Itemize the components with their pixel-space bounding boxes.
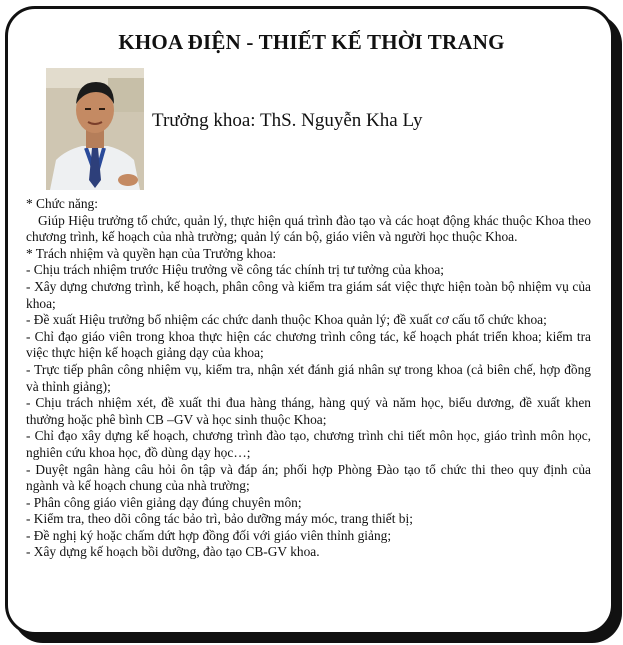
- duty-item: - Xây dựng chương trình, kế hoạch, phân công và kiểm tra giám sát việc thực hiện toàn bộ nhiệm vụ của khoa;: [26, 278, 591, 311]
- duty-item: - Đề nghị ký hoặc chấm dứt hợp đồng đối với giáo viên thỉnh giảng;: [26, 527, 392, 543]
- duties-heading: * Trách nhiệm và quyền hạn của Trưởng khoa:: [26, 245, 277, 261]
- duty-item: - Chỉ đạo giáo viên trong khoa thực hiện các chương trình công tác, kế hoạch phát triển khoa; kiểm tra việc thực hiện kế hoạch giảng dạy của khoa;: [26, 328, 591, 361]
- dean-title: Trưởng khoa: ThS. Nguyễn Kha Ly: [152, 110, 423, 131]
- duty-item: - Kiểm tra, theo dõi công tác bảo trì, bảo dưỡng máy móc, trang thiết bị;: [26, 511, 413, 527]
- function-heading: * Chức năng:: [26, 196, 98, 211]
- function-text: Giúp Hiệu trưởng tổ chức, quản lý, thực hiện quá trình đào tạo và các hoạt động khác thuộc Khoa theo chương trình, kế hoạch của nhà trường; quản lý cán bộ, giáo viên và người học thuộc Khoa.: [26, 212, 591, 245]
- duty-item: - Trực tiếp phân công nhiệm vụ, kiểm tra, nhận xét đánh giá nhân sự trong khoa (cả biên chế, hợp đồng và thỉnh giảng);: [26, 361, 591, 394]
- duty-item: - Chịu trách nhiệm trước Hiệu trưởng về công tác chính trị tư tưởng của khoa;: [26, 262, 445, 278]
- portrait-image: [46, 68, 144, 190]
- duty-item: - Chỉ đạo xây dựng kế hoạch, chương trình đào tạo, chương trình chi tiết môn học, giáo trình môn học, nghiên cứu khoa học, đồ dùng dạy học…;: [26, 428, 591, 460]
- duty-item: - Đề xuất Hiệu trưởng bổ nhiệm các chức danh thuộc Khoa quản lý; đề xuất cơ cấu tổ chức khoa;: [26, 312, 547, 328]
- duty-item: - Xây dựng kế hoạch bồi dưỡng, đào tạo CB-GV khoa.: [26, 544, 320, 560]
- page-title: KHOA ĐIỆN - THIẾT KẾ THỜI TRANG: [118, 30, 505, 54]
- duty-item: - Duyệt ngân hàng câu hỏi ôn tập và đáp án; phối hợp Phòng Đào tạo tổ chức thi theo quy định của ngành và kế hoạch chung của nhà trường;: [26, 461, 591, 494]
- duty-item: - Chịu trách nhiệm xét, đề xuất thi đua hàng tháng, hàng quý và năm học, biểu dương, đề xuất khen thưởng hoặc phê bình CB –GV và học sinh thuộc Khoa;: [26, 395, 591, 427]
- portrait-photo: [46, 68, 144, 190]
- duty-item: - Phân công giáo viên giảng dạy đúng chuyên môn;: [26, 494, 302, 510]
- document-body: [26, 196, 591, 561]
